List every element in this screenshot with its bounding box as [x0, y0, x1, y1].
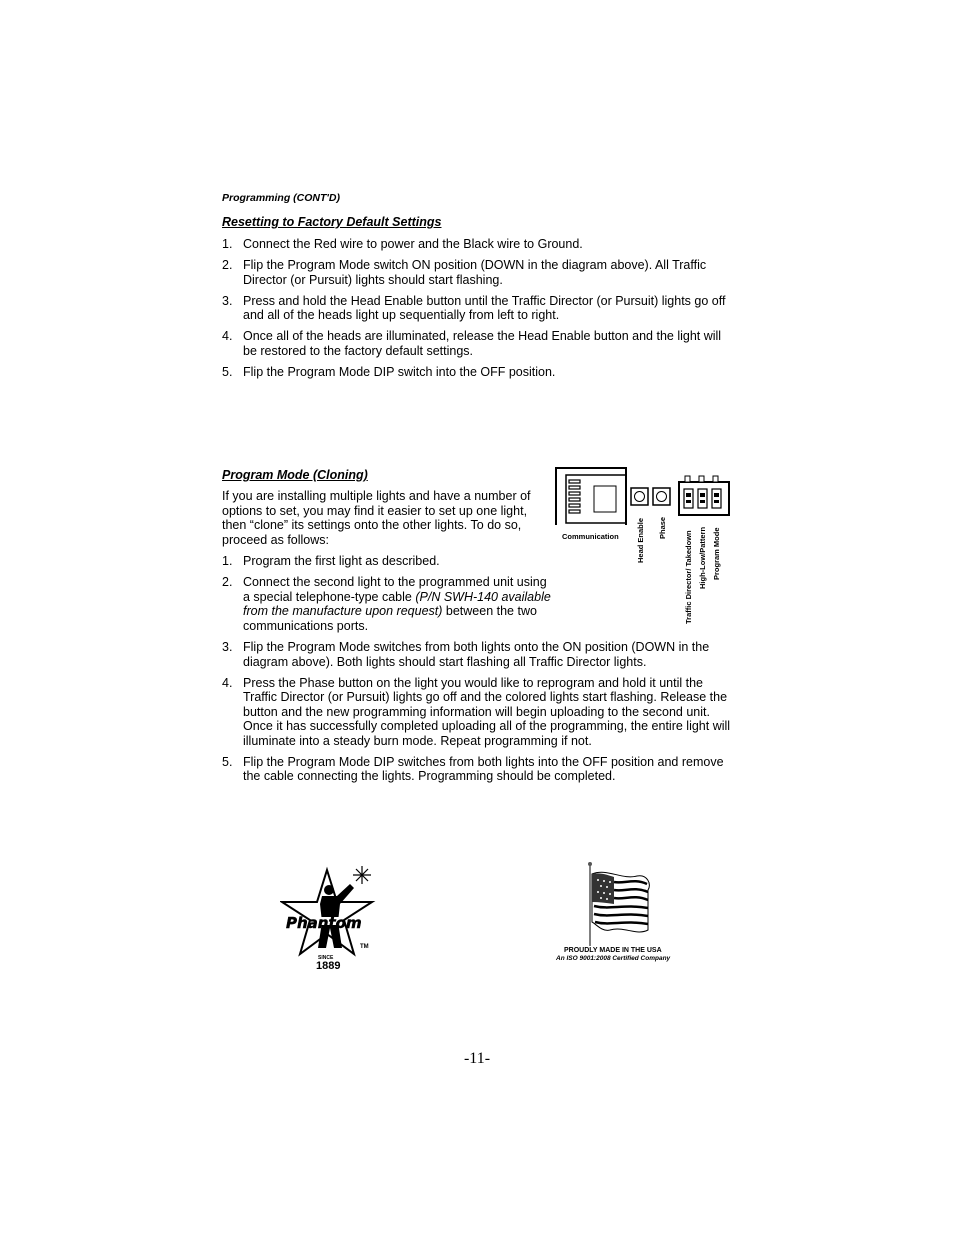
trademark-mark: TM — [360, 944, 369, 950]
list-item: 1. Connect the Red wire to power and the Black wire to Ground. — [222, 237, 583, 251]
page-number: -11- — [463, 1050, 491, 1067]
made-in-usa-text: PROUDLY MADE IN THE USA — [564, 947, 662, 954]
us-flag-icon — [552, 860, 687, 948]
reset-steps — [222, 237, 734, 379]
list-item: 2. Connect the second light to the programmed unit using a special telephone-type cable (P/N SWH-140 available from the manufacture upon request) between the two communications ports. — [222, 575, 551, 633]
list-item: 4. Once all of the heads are illuminated, release the Head Enable button and the light will be restored to the factory default settings. — [222, 329, 722, 358]
phantom-wordmark: Phantom — [286, 914, 362, 932]
cloning-steps-top — [222, 554, 562, 633]
list-item: 5. Flip the Program Mode DIP switch into the OFF position. — [222, 364, 556, 379]
head-enable-button — [631, 488, 648, 505]
traffic-director-label: Traffic Director/ Takedown — [684, 530, 693, 624]
list-item: 1. Program the first light as described. — [222, 554, 440, 568]
high-low-label: High-Low/Pattern — [698, 526, 707, 589]
board-diagram-svg — [552, 465, 742, 525]
list-item: 4. Press the Phase button on the light you would like to reprogram and hold it until the Traffic Director (or Pursuit) lights go off and the colored lights start flashing. Release the button and the new programming information will begin uploading to the second unit. Once it has successfully completed uploading all of the programming, the entire light will illuminate into a steady burn mode. Repeat programming if not. — [222, 675, 731, 748]
list-item: 3. Flip the Program Mode switches from both lights onto the ON position (DOWN in the diagram above). Both lights should start flashing all Traffic Director lights. — [222, 640, 710, 669]
iso-certified-text: An ISO 9001:2008 Certified Company — [556, 955, 671, 962]
board-diagram — [552, 465, 742, 630]
reset-heading: Resetting to Factory Default Settings — [222, 215, 442, 229]
list-item: 5. Flip the Program Mode DIP switches from both lights into the OFF position and remove the cable connecting the lights. Programming should be completed. — [222, 754, 724, 783]
head-enable-label: Head Enable — [636, 517, 645, 563]
cloning-steps-bottom — [222, 640, 734, 784]
program-mode-label: Program Mode — [712, 527, 721, 580]
communication-label: Communication — [562, 532, 619, 541]
cloning-heading: Program Mode (Cloning) — [222, 468, 368, 482]
made-in-usa-logo — [552, 860, 687, 965]
since-label: SINCE — [318, 955, 334, 961]
phase-button — [653, 488, 670, 505]
cloning-intro: If you are installing multiple lights and have a number of options to set, you may find it easier to set up one light, then “clone” its settings onto the other lights. To do so, proceed as follows: — [222, 489, 531, 547]
section-tag: Programming (CONT'D) — [222, 192, 340, 204]
since-year: 1889 — [316, 960, 341, 972]
phase-label: Phase — [658, 516, 667, 539]
phantom-logo — [280, 862, 380, 974]
list-item: 3. Press and hold the Head Enable button until the Traffic Director (or Pursuit) lights go off and all of the heads light up sequentially from left to right. — [222, 293, 726, 322]
list-item: 2. Flip the Program Mode switch ON position (DOWN in the diagram above). All Traffic Director (or Pursuit) lights should start flashing. — [222, 258, 707, 287]
